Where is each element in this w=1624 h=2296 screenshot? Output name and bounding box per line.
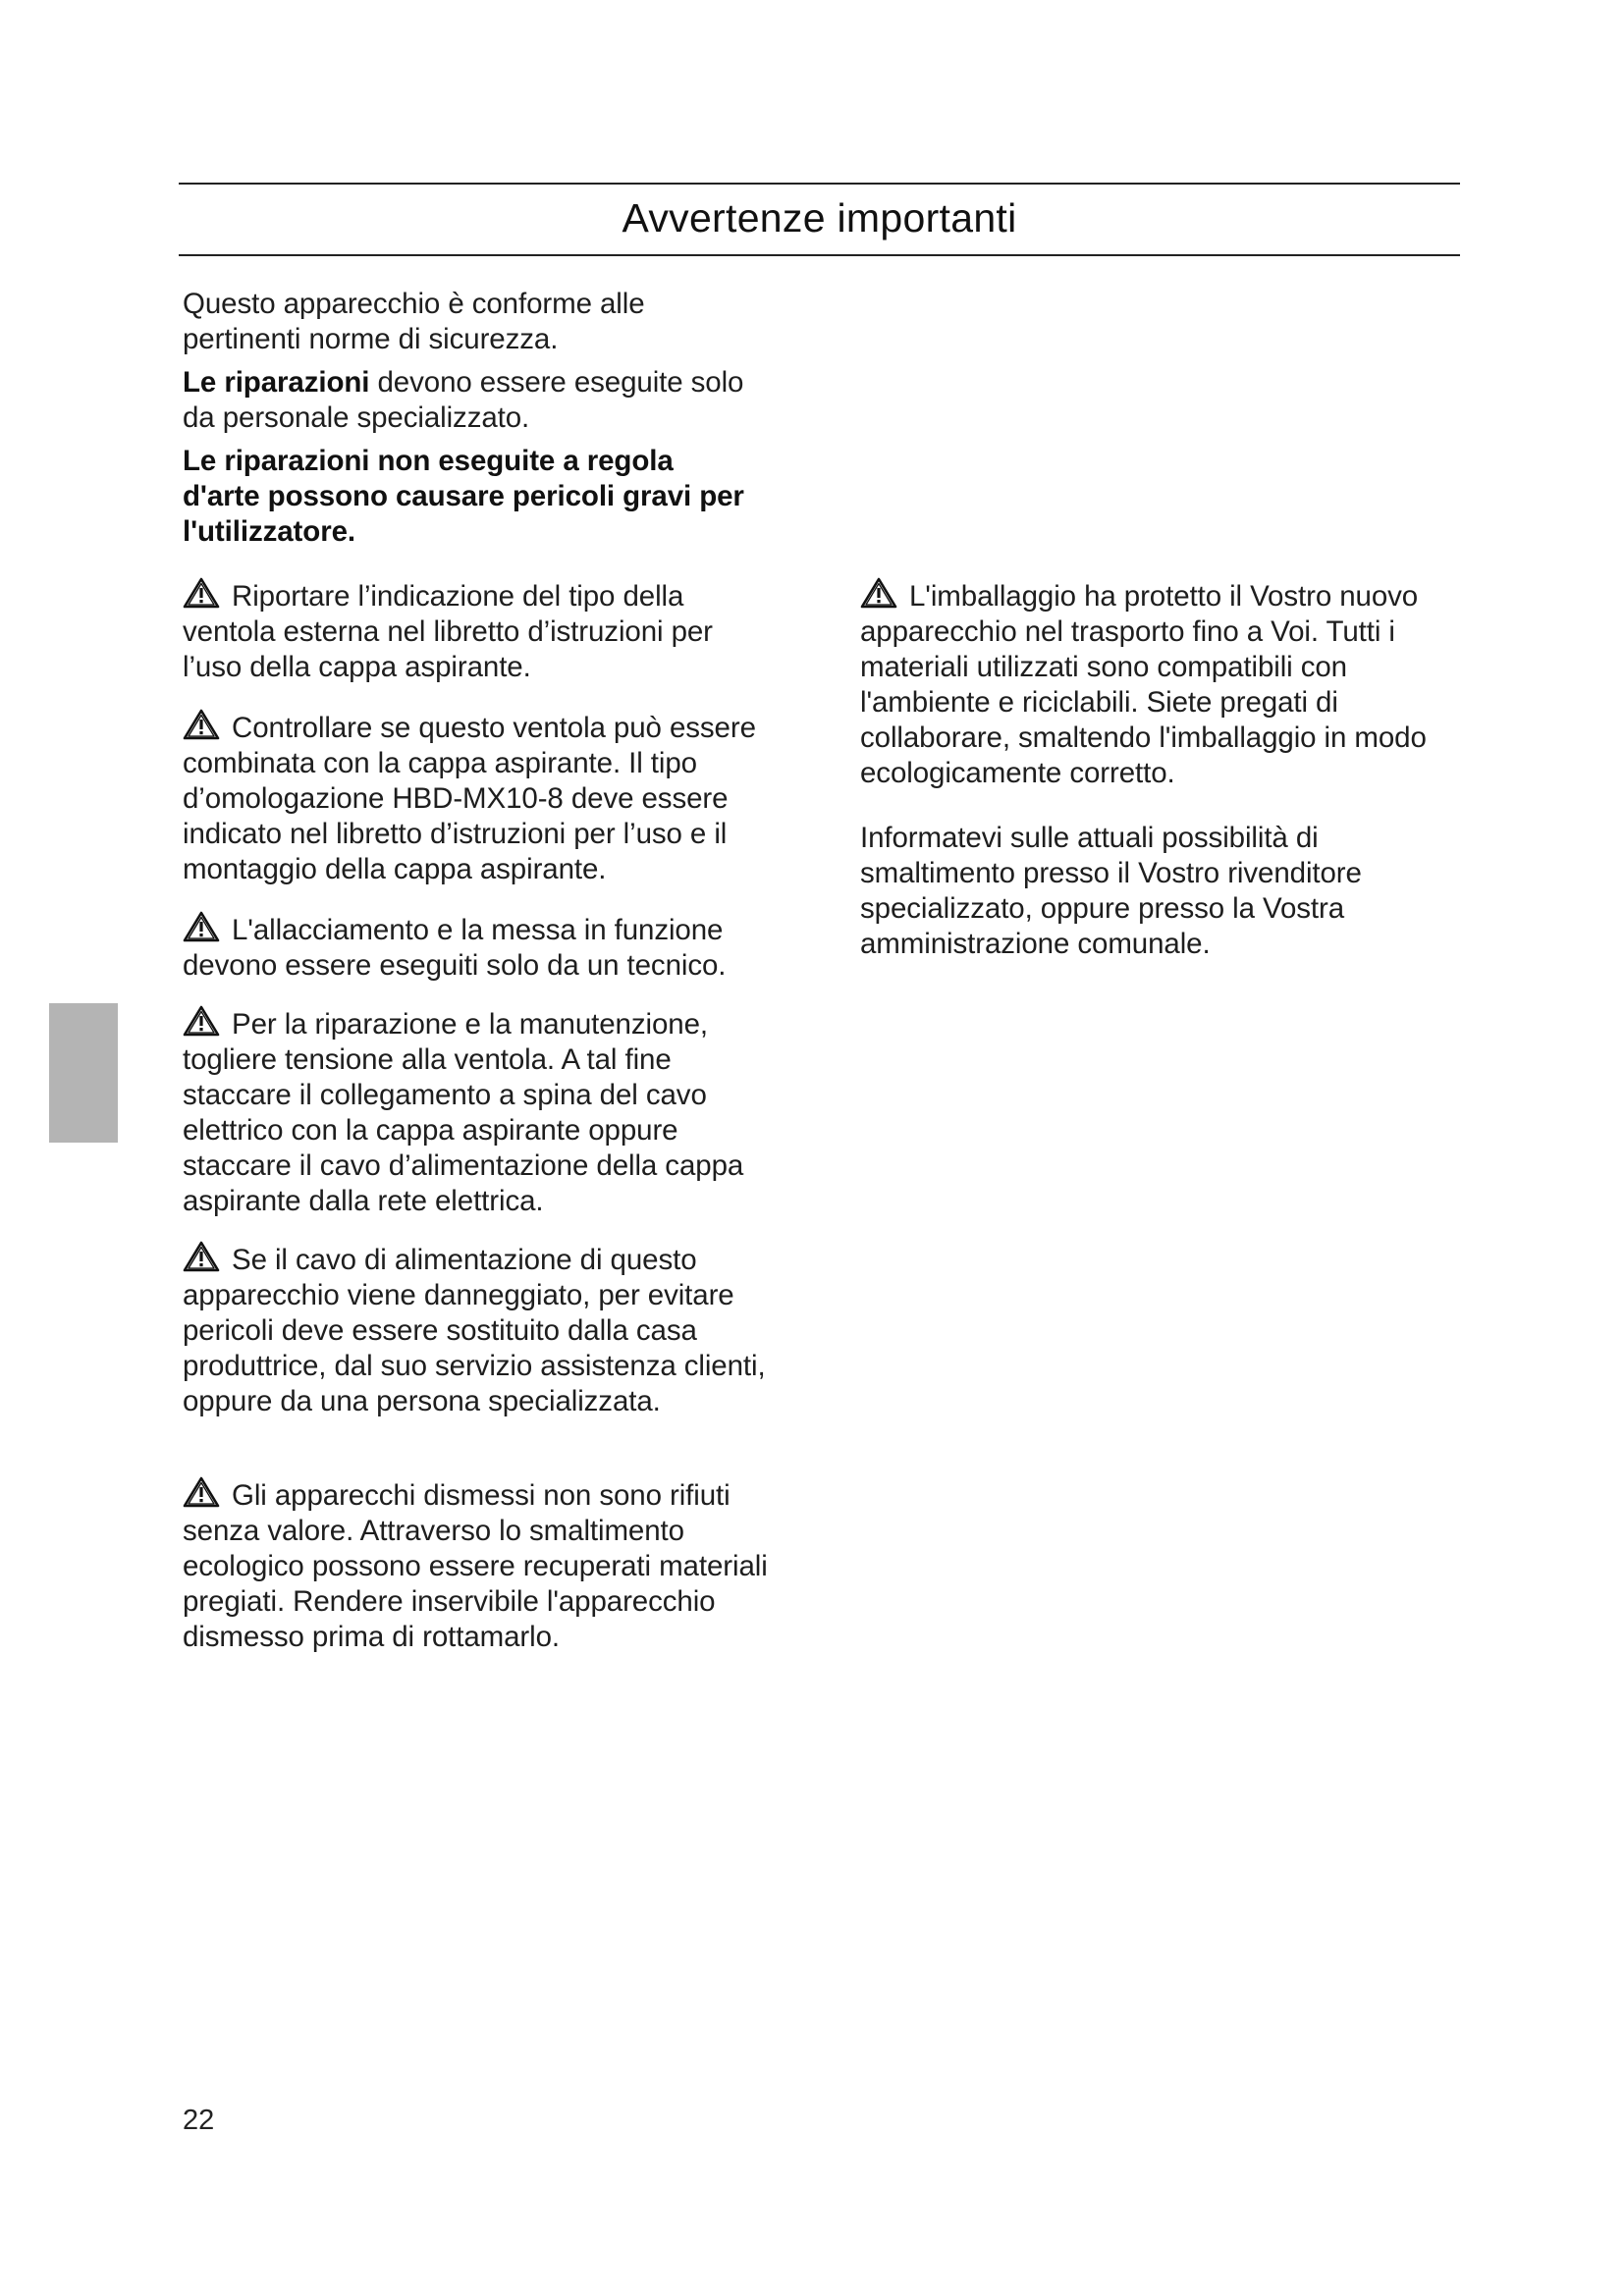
warning-text: L'allacciamento e la messa in funzione devono essere eseguiti solo da un tecnico.: [183, 914, 727, 982]
warning-item: [183, 911, 772, 984]
warning-item: [183, 1005, 762, 1219]
repairs-text: devono essere eseguite solo da personale specializzato.: [183, 366, 744, 434]
section-thumb-tab: [49, 1003, 118, 1143]
warning-item: [183, 1241, 772, 1419]
header-rule-top: [179, 183, 1460, 185]
warning-text: Per la riparazione e la manutenzione, togliere tensione alla ventola. A tal fine staccare il collegamento a spina del cavo elettrico con la cappa aspirante oppure staccare il cavo d’alimentazione della cappa aspirante dalla rete elettrica.: [183, 1008, 744, 1217]
disposal-info-paragraph: Informatevi sulle attuali possibilità di smaltimento presso il Vostro rivenditore specializzato, oppure presso la Vostra amministrazione comunale.: [860, 822, 1362, 960]
warning-triangle-icon: [183, 709, 220, 740]
warning-item: [183, 1476, 772, 1655]
warning-triangle-icon: [183, 1241, 220, 1272]
warning-item: [183, 577, 762, 685]
header-rule-bottom: [179, 254, 1460, 256]
warning-triangle-icon: [860, 577, 897, 609]
packaging-paragraph: [860, 577, 1457, 791]
warning-text: Riportare l’indicazione del tipo della ventola esterna nel libretto d’istruzioni per l’uso della cappa aspirante.: [183, 580, 713, 683]
warning-triangle-icon: [183, 1476, 220, 1508]
warning-text: Se il cavo di alimentazione di questo apparecchio viene danneggiato, per evitare pericoli deve essere sostituito dalla casa produttrice, dal suo servizio assistenza clienti, oppure da una persona specializzata.: [183, 1244, 766, 1417]
repairs-bold-label: Le riparazioni: [183, 366, 370, 399]
warning-item: [183, 709, 762, 887]
repairs-paragraph: [183, 365, 752, 436]
intro-paragraph: Questo apparecchio è conforme alle pertinenti norme di sicurezza.: [183, 288, 645, 355]
packaging-text: L'imballaggio ha protetto il Vostro nuovo apparecchio nel trasporto fino a Voi. Tutti i materiali utilizzati sono compatibili con l'ambiente e riciclabili. Siete pregati di collaborare, smaltendo l'imballaggio in modo ecologicamente corretto.: [860, 580, 1427, 789]
danger-paragraph: Le riparazioni non eseguite a regola d'arte possono causare pericoli gravi per l'utilizzatore.: [183, 445, 744, 548]
warning-text: Gli apparecchi dismessi non sono rifiuti senza valore. Attraverso lo smaltimento ecologico possono essere recuperati materiali pregiati. Rendere inservibile l'apparecchio dismesso prima di rottamarlo.: [183, 1479, 768, 1653]
warning-triangle-icon: [183, 911, 220, 942]
page-number: 22: [183, 2105, 215, 2136]
page-title: Avvertenze importanti: [622, 195, 1017, 240]
warning-text: Controllare se questo ventola può essere combinata con la cappa aspirante. Il tipo d’omologazione HBD-MX10-8 deve essere indicato nel libretto d’istruzioni per l’uso e il montaggio della cappa aspirante.: [183, 712, 756, 885]
warning-triangle-icon: [183, 577, 220, 609]
warning-triangle-icon: [183, 1005, 220, 1037]
